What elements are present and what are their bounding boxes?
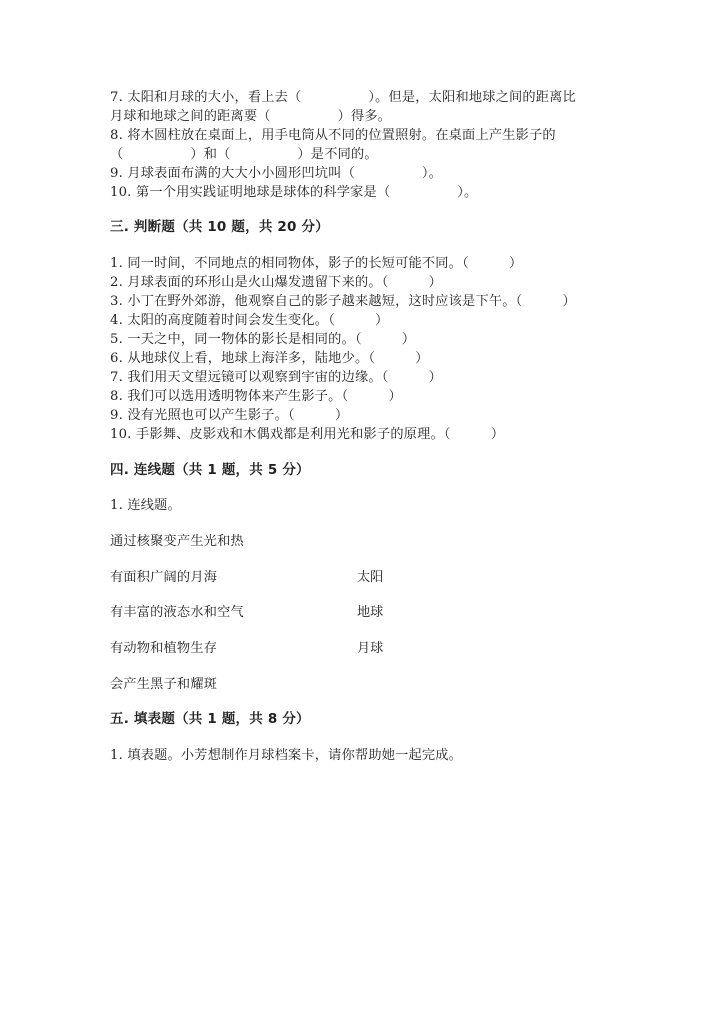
judge-item-3: 3. 小丁在野外郊游，他观察自己的影子越来越短，这时应该是下午。（ ） [110,294,576,309]
judge-item-7: 7. 我们用天文望远镜可以观察到宇宙的边缘。（ ） [110,370,443,385]
matching-left-item-3: 有丰富的液态水和空气 [110,605,244,620]
judge-item-9: 9. 没有光照也可以产生影子。（ ） [110,408,349,423]
question-7-line-1: 7. 太阳和月球的大小，看上去（ ）。但是，太阳和地球之间的距离比 [110,90,576,105]
matching-right-item-2: 地球 [357,605,384,620]
question-9: 9. 月球表面布满的大大小小圆形凹坑叫（ ）。 [110,166,443,181]
judge-item-5: 5. 一天之中，同一物体的影长是相同的。（ ） [110,332,416,347]
judge-item-2: 2. 月球表面的环形山是火山爆发遗留下来的。（ ） [110,275,443,290]
question-10: 10. 第一个用实践证明地球是球体的科学家是（ ）。 [110,185,478,200]
matching-question: 1. 连线题。 [110,498,181,513]
matching-left-item-2: 有面积广阔的月海 [110,570,218,585]
question-8-line-1: 8. 将木圆柱放在桌面上，用手电筒从不同的位置照射。在桌面上产生影子的 [110,128,556,143]
matching-left-item-1: 通过核聚变产生光和热 [110,534,244,549]
section-4-title: 四. 连线题（共 1 题，共 5 分） [110,462,310,478]
section-5-title: 五. 填表题（共 1 题，共 8 分） [110,711,310,727]
question-7-line-2: 月球和地球之间的距离要（ ）得多。 [110,109,392,124]
matching-left-item-5: 会产生黑子和耀斑 [110,677,218,692]
matching-left-item-4: 有动物和植物生存 [110,641,218,656]
matching-right-item-3: 月球 [357,641,384,656]
question-8-line-2: （ ）和（ ）是不同的。 [110,147,378,162]
table-question: 1. 填表题。小芳想制作月球档案卡，请你帮助她一起完成。 [110,748,463,763]
judge-item-6: 6. 从地球仪上看，地球上海洋多，陆地少。（ ） [110,351,429,366]
judge-item-10: 10. 手影舞、皮影戏和木偶戏都是利用光和影子的原理。（ ） [110,427,505,442]
judge-item-4: 4. 太阳的高度随着时间会发生变化。（ ） [110,313,389,328]
matching-right-item-1: 太阳 [357,570,384,585]
judge-item-8: 8. 我们可以选用透明物体来产生影子。（ ） [110,389,402,404]
judge-item-1: 1. 同一时间，不同地点的相同物体，影子的长短可能不同。（ ） [110,256,523,271]
section-3-title: 三. 判断题（共 10 题，共 20 分） [110,219,329,235]
